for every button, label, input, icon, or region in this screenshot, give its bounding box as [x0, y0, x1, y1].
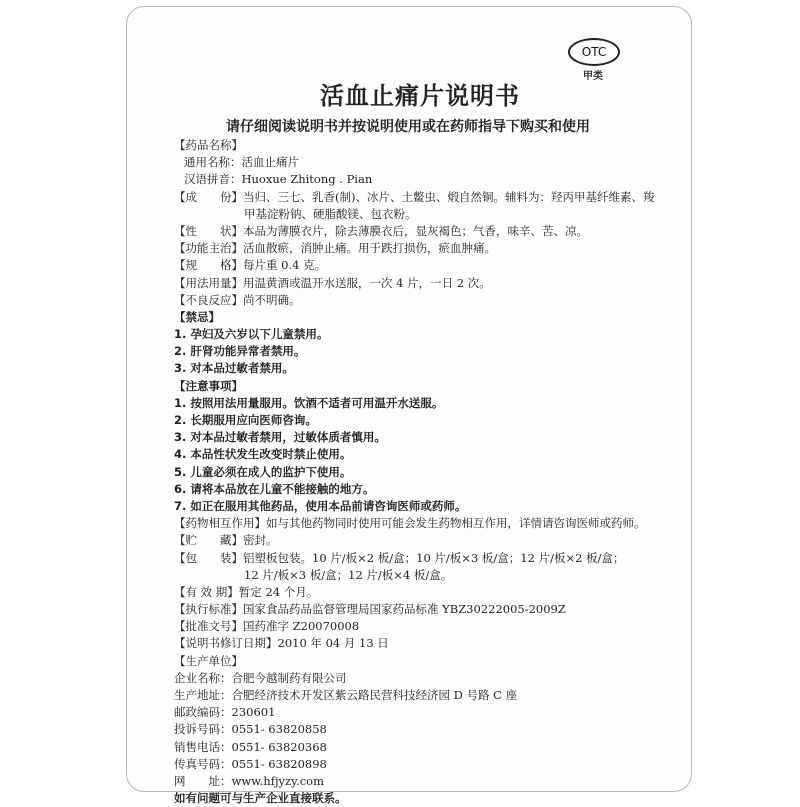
manufacturer-heading: 【生产单位】	[174, 653, 243, 668]
leaflet-content	[174, 137, 674, 807]
contact-note: 如有问题可与生产企业直接联系。	[174, 791, 347, 806]
adverse-reactions: 【不良反应】尚不明确。	[174, 292, 301, 307]
ingredients-line-1	[174, 189, 674, 206]
properties: 【性 状】本品为薄膜衣片，除去薄膜衣后，显灰褐色；气香，味辛、苦、凉。	[174, 223, 588, 238]
drug-name-heading: 【药品名称】	[174, 138, 243, 152]
precaution-item: 7. 如正在服用其他药品，使用本品前请咨询医师或药师。	[174, 498, 467, 513]
contraindications-heading: 【禁忌】	[174, 309, 220, 324]
contraindication-item: 3. 对本品过敏者禁用。	[174, 361, 294, 376]
precautions-heading: 【注意事项】	[174, 378, 243, 393]
validity: 【有 效 期】暂定 24 个月。	[174, 584, 319, 599]
precaution-item: 1. 按照用法用量服用。饮酒不适者可用温开水送服。	[174, 395, 444, 410]
ingredients-label: 【成 份】	[174, 189, 243, 204]
page-title: 活血止痛片说明书	[320, 82, 520, 110]
generic-name: 通用名称：活血止痛片	[184, 155, 299, 170]
ingredients-text: 当归、三七、乳香(制)、冰片、土鳖虫、煅自然铜。辅料为：羟丙甲基纤维素、羧	[243, 189, 655, 204]
approval-number: 【批准文号】国药准字 Z20070008	[174, 619, 360, 634]
sales-phone: 销售电话：0551- 63820368	[174, 739, 327, 754]
complaint-phone: 投诉号码：0551- 63820858	[174, 722, 327, 737]
pinyin-name: 汉语拼音：Huoxue Zhitong . Pian	[184, 172, 373, 187]
contraindication-item: 2. 肝肾功能异常者禁用。	[174, 344, 306, 359]
packaging-line-1: 【包 装】铝塑板包装。10 片/板×2 板/盒；10 片/板×3 板/盒；12 片/板×2 板/盒；	[174, 550, 625, 565]
fax-number: 传真号码：0551- 63820898	[174, 756, 327, 771]
dosage: 【用法用量】用温黄酒或温开水送服，一次 4 片，一日 2 次。	[174, 275, 491, 290]
specification: 【规 格】每片重 0.4 克。	[174, 258, 327, 273]
postal-code: 邮政编码：230601	[174, 705, 276, 720]
indications: 【功能主治】活血散瘀，消肿止痛。用于跌打损伤，瘀血肿痛。	[174, 241, 496, 256]
precaution-item: 6. 请将本品放在儿童不能接触的地方。	[174, 481, 375, 496]
website: 网 址：www.hfjyzy.com	[174, 773, 324, 788]
precaution-item: 3. 对本品过敏者禁用，过敏体质者慎用。	[174, 430, 386, 445]
precaution-item: 5. 儿童必须在成人的监护下使用。	[174, 464, 352, 479]
revision-date: 【说明书修订日期】2010 年 04 月 13 日	[174, 636, 389, 651]
otc-badge: OTC	[568, 38, 620, 66]
page-subtitle: 请仔细阅读说明书并按说明使用或在药师指导下购买和使用	[226, 119, 590, 135]
company-name: 企业名称：合肥今越制药有限公司	[174, 670, 347, 685]
precaution-item: 4. 本品性状发生改变时禁止使用。	[174, 447, 352, 462]
contraindication-item: 1. 孕妇及六岁以下儿童禁用。	[174, 327, 329, 342]
ingredients-line-2: 甲基淀粉钠、硬脂酸镁、包衣粉。	[244, 206, 417, 221]
storage: 【贮 藏】密封。	[174, 533, 278, 548]
company-address: 生产地址：合肥经济技术开发区紫云路民营科技经济园 D 号路 C 座	[174, 688, 518, 702]
precaution-item: 2. 长期服用应向医师咨询。	[174, 413, 317, 427]
standard: 【执行标准】国家食品药品监督管理局国家药品标准 YBZ30222005-2009Z	[174, 602, 566, 617]
drug-interactions: 【药物相互作用】如与其他药物同时使用可能会发生药物相互作用，详情请咨询医师或药师。	[174, 516, 646, 531]
packaging-line-2: 12 片/板×3 板/盒；12 片/板×4 板/盒。	[244, 567, 453, 582]
otc-class-label: 甲类	[583, 71, 603, 82]
